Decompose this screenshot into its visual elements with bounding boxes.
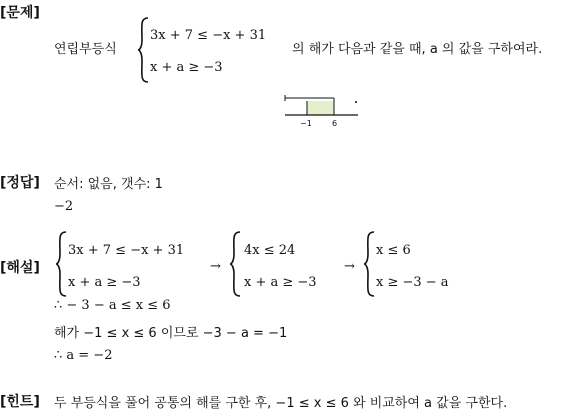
number-line-tick-right: 6 <box>332 119 338 128</box>
solution-sys3-line1: x ≤ 6 <box>376 243 411 258</box>
solution-sys2-line1: 4x ≤ 24 <box>244 243 296 258</box>
number-line-shaded-region <box>307 101 334 115</box>
solution-system-2-brace <box>228 230 242 298</box>
answer-value: −2 <box>54 199 74 214</box>
problem-ineq-1: 3x + 7 ≤ −x + 31 <box>150 28 267 43</box>
solution-label: [해설] <box>0 260 40 276</box>
solution-arrow-2: → <box>344 259 355 274</box>
solution-therefore-1: ∴ − 3 − a ≤ x ≤ 6 <box>54 298 171 313</box>
solution-system-3-brace <box>362 230 376 298</box>
number-line-tick-left: −1 <box>300 119 312 128</box>
solution-sys3-line2: x ≥ −3 − a <box>376 275 449 290</box>
problem-prefix: 연립부등식 <box>54 42 117 57</box>
answer-label: [정답] <box>0 175 40 191</box>
solution-sys1-line1: 3x + 7 ≤ −x + 31 <box>68 243 185 258</box>
solution-sys1-line2: x + a ≥ −3 <box>68 275 141 290</box>
answer-line-1: 순서: 없음, 갯수: 1 <box>54 177 163 192</box>
problem-label: [문제] <box>0 5 40 21</box>
solution-system-1-brace <box>54 230 68 298</box>
solution-therefore-2: ∴ a = −2 <box>54 348 113 363</box>
solution-since-line: 해가 −1 ≤ x ≤ 6 이므로 −3 − a = −1 <box>54 326 288 341</box>
hint-label: [힌트] <box>0 394 40 410</box>
solution-sys2-line2: x + a ≥ −3 <box>244 275 317 290</box>
number-line <box>282 95 362 129</box>
problem-system-brace <box>136 16 150 84</box>
problem-suffix: 의 해가 다음과 같을 때, a 의 값을 구하여라. <box>292 42 543 57</box>
problem-ineq-2: x + a ≥ −3 <box>150 60 223 75</box>
solution-arrow-1: → <box>210 259 221 274</box>
hint-text: 두 부등식을 풀어 공통의 해를 구한 후, −1 ≤ x ≤ 6 와 비교하여 a 값을 구한다. <box>54 396 508 411</box>
